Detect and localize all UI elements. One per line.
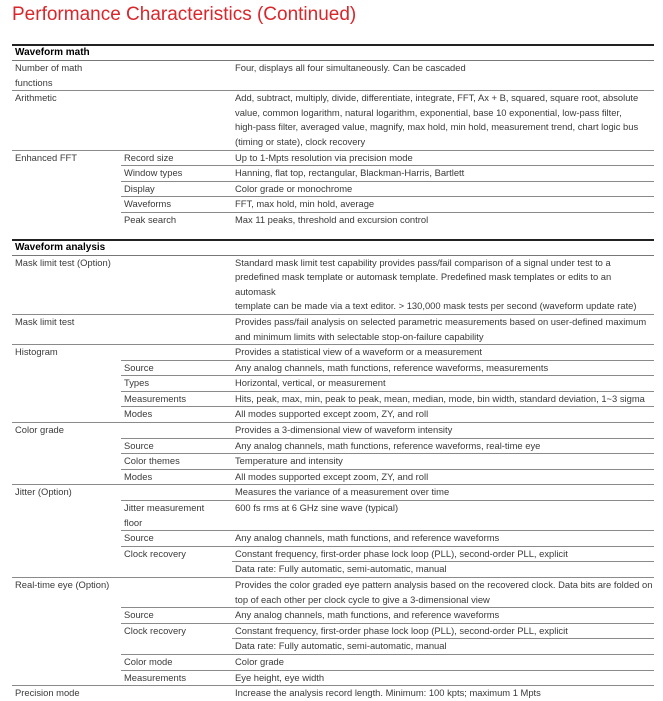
table-row xyxy=(12,623,654,639)
row-label xyxy=(12,500,121,530)
table-row xyxy=(12,61,654,90)
table-row xyxy=(12,90,654,149)
row-label: Jitter (Option) xyxy=(12,484,121,500)
row-value: Color grade or monochrome xyxy=(232,181,654,197)
table-row xyxy=(12,391,654,407)
row-sublabel xyxy=(121,484,232,500)
row-label xyxy=(12,165,121,181)
table-row xyxy=(12,670,654,686)
row-label xyxy=(12,469,121,485)
row-value: Any analog channels, math functions, and reference waveforms xyxy=(232,530,654,546)
row-sublabel: Color mode xyxy=(121,654,232,670)
row-value: Measures the variance of a measurement over time xyxy=(232,484,654,500)
row-label xyxy=(12,453,121,469)
row-value: Constant frequency, first-order phase lock loop (PLL), second-order PLL, explicit xyxy=(232,623,654,639)
row-sublabel: Jitter measurement floor xyxy=(121,500,232,530)
row-value: Up to 1-Mpts resolution via precision mode xyxy=(232,150,654,166)
table-row xyxy=(12,256,654,314)
row-value: All modes supported except zoom, ZY, and roll xyxy=(232,406,654,422)
row-value: Provides a statistical view of a waveform or a measurement xyxy=(232,344,654,360)
row-value: Increase the analysis record length. Minimum: 100 kpts; maximum 1 Mpts xyxy=(232,685,654,701)
row-value: Constant frequency, first-order phase lock loop (PLL), second-order PLL, explicit xyxy=(232,546,654,562)
section-heading xyxy=(12,239,654,256)
row-sublabel xyxy=(121,344,232,360)
row-label xyxy=(12,375,121,391)
table-row xyxy=(12,360,654,376)
row-label: Number of math functions xyxy=(15,62,83,88)
row-label: Color grade xyxy=(12,422,121,438)
row-value: Hanning, flat top, rectangular, Blackman-Harris, Bartlett xyxy=(232,165,654,181)
table-row xyxy=(12,453,654,469)
row-label xyxy=(12,212,121,228)
row-value: Four, displays all four simultaneously. Can be cascaded xyxy=(235,62,466,73)
row-sublabel: Modes xyxy=(121,406,232,422)
row-label xyxy=(12,546,121,562)
row-label xyxy=(12,638,121,654)
row-sublabel: Measurements xyxy=(121,670,232,686)
row-value: Data rate: Fully automatic, semi-automatic, manual xyxy=(232,638,654,654)
table-row xyxy=(12,500,654,530)
row-value: 600 fs rms at 6 GHz sine wave (typical) xyxy=(232,500,654,530)
spec-table xyxy=(12,44,654,701)
row-sublabel: Source xyxy=(121,438,232,454)
row-label: Precision mode xyxy=(12,685,121,701)
table-row xyxy=(12,422,654,438)
table-row xyxy=(12,577,654,607)
row-sublabel xyxy=(121,422,232,438)
row-label: Histogram xyxy=(12,344,121,360)
table-row xyxy=(12,406,654,422)
table-row xyxy=(12,344,654,360)
row-sublabel: Source xyxy=(121,360,232,376)
table-row xyxy=(12,654,654,670)
table-row xyxy=(12,196,654,212)
row-value: Max 11 peaks, threshold and excursion control xyxy=(232,212,654,228)
row-sublabel xyxy=(121,577,232,607)
row-sublabel xyxy=(121,561,232,577)
row-sublabel: Color themes xyxy=(121,453,232,469)
table-row xyxy=(12,685,654,701)
row-value: Color grade xyxy=(232,654,654,670)
row-sublabel: Source xyxy=(121,607,232,623)
table-row xyxy=(12,530,654,546)
row-sublabel xyxy=(121,638,232,654)
row-sublabel: Waveforms xyxy=(121,196,232,212)
row-sublabel: Clock recovery xyxy=(121,546,232,562)
row-value: Any analog channels, math functions, and reference waveforms xyxy=(232,607,654,623)
table-row xyxy=(12,150,654,166)
row-label xyxy=(12,654,121,670)
row-label xyxy=(12,607,121,623)
row-sublabel: Clock recovery xyxy=(121,623,232,639)
row-value: Temperature and intensity xyxy=(232,453,654,469)
row-label: Mask limit test xyxy=(12,314,121,344)
row-sublabel: Window types xyxy=(121,165,232,181)
row-sublabel: Source xyxy=(121,530,232,546)
section-heading xyxy=(12,44,654,61)
row-label xyxy=(12,406,121,422)
table-row xyxy=(12,561,654,577)
table-row xyxy=(12,181,654,197)
table-row xyxy=(12,546,654,562)
row-value: Add, subtract, multiply, divide, differentiate, integrate, FFT, Ax + B, squared, square root, absolute value, common logarithm, natural logarithm, exponential, base 10 exponential, low-pass filter, high-pass filter, averaged value, magnify, max hold, min hold, measurement trend, chart logic bus (timing or state), clock recovery xyxy=(232,90,654,149)
row-value: Horizontal, vertical, or measurement xyxy=(232,375,654,391)
section-heading-label: Waveform math xyxy=(15,47,90,58)
row-label: Mask limit test (Option) xyxy=(15,256,111,268)
row-sublabel xyxy=(121,256,232,314)
table-row xyxy=(12,212,654,228)
row-label xyxy=(12,391,121,407)
row-value: Any analog channels, math functions, reference waveforms, real-time eye xyxy=(232,438,654,454)
table-row xyxy=(12,438,654,454)
table-row xyxy=(12,165,654,181)
table-row xyxy=(12,638,654,654)
row-sublabel xyxy=(121,90,232,149)
row-value: Any analog channels, math functions, reference waveforms, measurements xyxy=(232,360,654,376)
row-sublabel xyxy=(121,685,232,701)
row-label xyxy=(12,561,121,577)
row-label xyxy=(12,623,121,639)
row-sublabel: Peak search xyxy=(121,212,232,228)
row-value: Provides pass/fail analysis on selected parametric measurements based on user-defined maximum and minimum limits with selectable stop-on-failure capability xyxy=(232,314,654,344)
row-label xyxy=(12,530,121,546)
row-label xyxy=(12,196,121,212)
row-label: Real-time eye (Option) xyxy=(12,577,121,607)
row-label xyxy=(12,438,121,454)
section-gap xyxy=(12,228,654,239)
row-sublabel: Types xyxy=(121,375,232,391)
row-label xyxy=(12,360,121,376)
table-row xyxy=(12,607,654,623)
section-heading-label: Waveform analysis xyxy=(15,241,106,253)
row-value: Eye height, eye width xyxy=(232,670,654,686)
row-value: Provides the color graded eye pattern analysis based on the recovered clock. Data bits are folded on top of each other per clock cycle to give a 3-dimensional view xyxy=(232,577,654,607)
row-sublabel: Record size xyxy=(121,150,232,166)
row-value: Standard mask limit test capability provides pass/fail comparison of a signal under test to a predefined mask template or automask template. Predefined mask templates or edits to an automask template can be made via a text editor. > 130,000 mask tests per second (waveform update rate) xyxy=(235,256,637,312)
row-value: Provides a 3-dimensional view of waveform intensity xyxy=(232,422,654,438)
row-label xyxy=(12,670,121,686)
row-value: Hits, peak, max, min, peak to peak, mean, median, mode, bin width, standard deviation, 1~3 sigma xyxy=(232,391,654,407)
row-label: Enhanced FFT xyxy=(12,150,121,166)
table-row xyxy=(12,469,654,485)
row-value: All modes supported except zoom, ZY, and roll xyxy=(232,469,654,485)
table-row xyxy=(12,484,654,500)
row-value: Data rate: Fully automatic, semi-automatic, manual xyxy=(232,561,654,577)
row-label xyxy=(12,181,121,197)
row-sublabel: Modes xyxy=(121,469,232,485)
page-title: Performance Characteristics (Continued) xyxy=(12,4,357,25)
table-row xyxy=(12,314,654,344)
row-label: Arithmetic xyxy=(12,90,121,149)
row-value: FFT, max hold, min hold, average xyxy=(232,196,654,212)
row-sublabel: Display xyxy=(121,181,232,197)
row-sublabel xyxy=(121,314,232,344)
row-sublabel xyxy=(121,61,232,90)
row-sublabel: Measurements xyxy=(121,391,232,407)
table-row xyxy=(12,375,654,391)
